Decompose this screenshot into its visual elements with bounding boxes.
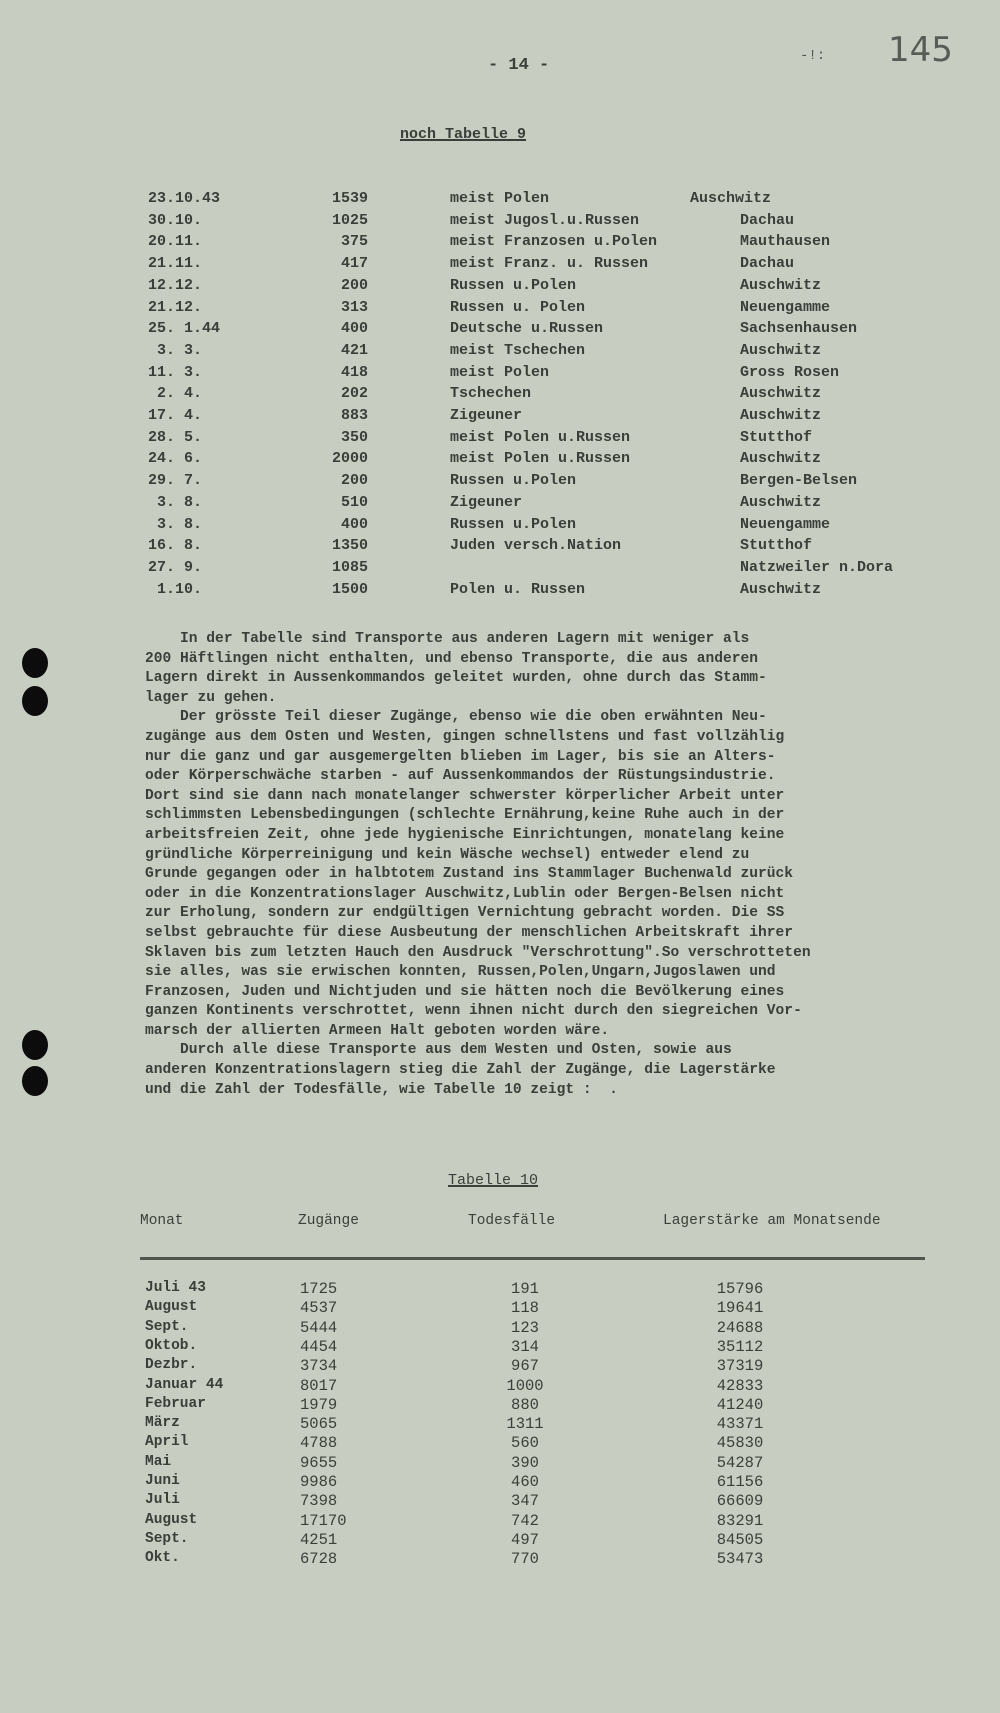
arrivals: 8017	[300, 1376, 338, 1395]
arrivals: 9655	[300, 1453, 338, 1472]
text-line: schlimmsten Lebensbedingungen (schlechte Ernährung,keine Ruhe auch in der	[145, 807, 785, 824]
table-row	[0, 1492, 1000, 1512]
transport-date: 23.10.43	[148, 190, 221, 207]
camp-strength: 24688	[716, 1318, 764, 1337]
text-line: zugänge aus dem Osten und Westen, gingen schnellstens und fast vollzählig	[145, 728, 785, 745]
month: Februar	[145, 1395, 206, 1412]
table-row	[0, 1473, 1000, 1493]
origin-camp: Auschwitz	[740, 385, 822, 403]
prisoner-count: 1350	[331, 537, 368, 555]
camp-strength: 19641	[716, 1299, 764, 1318]
text-line: nur die ganz und gar ausgemergelten blieben im Lager, bis sie an Alters-	[145, 748, 776, 765]
month: Sept.	[145, 1530, 189, 1547]
prisoner-count: 400	[340, 515, 368, 533]
arrivals: 6728	[300, 1550, 338, 1569]
transport-date: 30.10.	[148, 211, 203, 229]
table-row	[0, 1415, 1000, 1435]
body-text	[145, 630, 935, 1100]
prisoner-count: 350	[340, 428, 368, 446]
arrivals: 5065	[300, 1415, 338, 1434]
month: April	[145, 1434, 189, 1451]
nationality: Russen u.Polen	[450, 515, 577, 533]
camp-strength: 66609	[716, 1492, 764, 1511]
nationality: meist Polen u.Russen	[450, 450, 631, 468]
deaths: 560	[511, 1434, 539, 1453]
origin-camp: Neuengamme	[740, 515, 831, 533]
month: Juli	[145, 1492, 180, 1509]
text-line: Durch alle diese Transporte aus dem Westen und Osten, sowie aus	[145, 1042, 732, 1059]
page-number: - 14 -	[488, 56, 550, 75]
nationality: Zigeuner	[450, 493, 523, 511]
transport-date: 16. 8.	[148, 537, 203, 555]
transport-date: 21.12.	[148, 298, 203, 316]
archive-stamp-number: 145	[888, 30, 953, 70]
table-row	[0, 1434, 1000, 1454]
text-line: gründliche Körperreinigung und kein Wäsche wechsel) entweder elend zu	[145, 846, 750, 863]
table-row	[0, 494, 1000, 516]
month: Januar 44	[145, 1376, 224, 1393]
arrivals: 1725	[300, 1280, 338, 1298]
punch-hole	[22, 686, 48, 716]
transport-date: 11. 3.	[148, 363, 203, 381]
nationality: Russen u.Polen	[450, 276, 577, 294]
prisoner-count: 2000	[331, 450, 368, 468]
month: August	[145, 1511, 198, 1528]
nationality: meist Polen	[450, 190, 550, 207]
table-row	[0, 385, 1000, 407]
prisoner-count: 1085	[331, 558, 368, 576]
camp-strength: 84505	[716, 1530, 764, 1549]
table-row	[0, 212, 1000, 234]
prisoner-count: 1025	[331, 211, 368, 229]
text-line: In der Tabelle sind Transporte aus anderen Lagern mit weniger als	[145, 631, 750, 647]
transport-date: 3. 8.	[148, 515, 203, 533]
text-line: marsch der allierten Armeen Halt geboten worden wäre.	[145, 1022, 610, 1039]
table10-title: Tabelle 10	[448, 1172, 539, 1189]
table10-header-arrivals: Zugänge	[298, 1213, 359, 1229]
text-line: und die Zahl der Todesfälle, wie Tabelle 10 zeigt : .	[145, 1081, 618, 1098]
nationality: meist Franz. u. Russen	[450, 255, 649, 273]
arrivals: 17170	[300, 1511, 347, 1530]
arrivals: 4454	[300, 1337, 338, 1356]
deaths: 770	[511, 1550, 539, 1569]
table10-header-month: Monat	[140, 1213, 184, 1229]
table-row	[0, 472, 1000, 494]
transport-date: 2. 4.	[148, 385, 203, 403]
table-row	[0, 1338, 1000, 1358]
origin-camp: Auschwitz	[690, 190, 772, 207]
deaths: 347	[511, 1492, 539, 1511]
table-row	[0, 516, 1000, 538]
transport-date: 17. 4.	[148, 407, 203, 424]
origin-camp: Mauthausen	[740, 233, 831, 251]
text-line: Dort sind sie dann nach monatelanger schwerster körperlicher Arbeit unter	[145, 787, 785, 804]
table-row	[0, 255, 1000, 277]
month: Sept.	[145, 1318, 189, 1335]
arrivals: 4788	[300, 1434, 338, 1453]
nationality: meist Polen u.Russen	[450, 428, 631, 446]
deaths: 967	[511, 1357, 539, 1376]
deaths: 191	[511, 1280, 539, 1298]
deaths: 880	[511, 1395, 539, 1414]
prisoner-count: 883	[340, 407, 368, 424]
origin-camp: Gross Rosen	[740, 363, 840, 381]
prisoner-count: 418	[340, 363, 368, 381]
table10-header-deaths: Todesfälle	[468, 1213, 556, 1229]
nationality: meist Tschechen	[450, 341, 586, 359]
origin-camp: Sachsenhausen	[740, 320, 858, 338]
origin-camp: Auschwitz	[740, 341, 822, 359]
nationality: Russen u.Polen	[450, 472, 577, 490]
table-row	[0, 299, 1000, 321]
origin-camp: Neuengamme	[740, 298, 831, 316]
origin-camp: Auschwitz	[740, 580, 822, 598]
deaths: 1000	[506, 1376, 544, 1395]
month: Oktob.	[145, 1337, 198, 1354]
table-row	[0, 1377, 1000, 1397]
nationality: Polen u. Russen	[450, 580, 586, 598]
punch-hole	[22, 648, 48, 678]
arrivals: 7398	[300, 1492, 338, 1511]
transport-date: 27. 9.	[148, 558, 203, 576]
nationality: meist Polen	[450, 363, 550, 381]
table-row	[0, 1454, 1000, 1474]
table-row	[0, 1319, 1000, 1339]
month: August	[145, 1299, 198, 1316]
table9-title: noch Tabelle 9	[400, 126, 527, 143]
camp-strength: 15796	[716, 1280, 764, 1298]
text-line: Grunde gegangen oder in halbtotem Zustand ins Stammlager Buchenwald zurück	[145, 866, 794, 883]
origin-camp: Stutthof	[740, 537, 813, 555]
arrivals: 4251	[300, 1530, 338, 1549]
prisoner-count: 313	[340, 298, 368, 316]
transport-date: 21.11.	[148, 255, 203, 273]
transport-date: 20.11.	[148, 233, 203, 251]
prisoner-count: 1539	[331, 190, 368, 207]
deaths: 390	[511, 1453, 539, 1472]
transport-date: 12.12.	[148, 276, 203, 294]
deaths: 742	[511, 1511, 539, 1530]
origin-camp: Auschwitz	[740, 493, 822, 511]
table-row	[0, 320, 1000, 342]
origin-camp: Auschwitz	[740, 276, 822, 294]
month: Okt.	[145, 1550, 180, 1567]
prisoner-count: 421	[340, 341, 368, 359]
table-row	[0, 1396, 1000, 1416]
deaths: 497	[511, 1530, 539, 1549]
table-row	[0, 190, 1000, 212]
text-line: selbst gebrauchte für diese Ausbeutung der menschlichen Arbeitskraft ihrer	[145, 924, 794, 941]
deaths: 123	[511, 1318, 539, 1337]
camp-strength: 83291	[716, 1511, 764, 1530]
month: Juni	[145, 1473, 180, 1489]
camp-strength: 45830	[716, 1434, 764, 1453]
origin-camp: Auschwitz	[740, 407, 822, 424]
table-row	[0, 1357, 1000, 1377]
table-row	[0, 407, 1000, 429]
text-line: anderen Konzentrationslagern stieg die Zahl der Zugänge, die Lagerstärke	[145, 1062, 776, 1079]
origin-camp: Stutthof	[740, 428, 813, 446]
transport-date: 3. 8.	[148, 493, 203, 511]
text-line: Lagern direkt in Aussenkommandos geleitet wurden, ohne durch das Stamm-	[145, 670, 767, 687]
nationality: Tschechen	[450, 385, 532, 403]
table-row	[0, 559, 1000, 581]
nationality: Russen u. Polen	[450, 298, 586, 316]
camp-strength: 41240	[716, 1395, 764, 1414]
transport-date: 24. 6.	[148, 450, 203, 468]
nationality: Deutsche u.Russen	[450, 320, 604, 338]
text-line: ganzen Kontinents verschrottet, wenn ihnen nicht durch den siegreichen Vor-	[145, 1003, 802, 1020]
text-line: arbeitsfreien Zeit, ohne jede hygienische Einrichtungen, monatelang keine	[145, 826, 785, 843]
nationality: meist Franzosen u.Polen	[450, 233, 658, 251]
arrivals: 9986	[300, 1473, 338, 1491]
origin-camp: Dachau	[740, 211, 795, 229]
text-line: zur Erholung, sondern zur endgültigen Vernichtung gebracht worden. Die SS	[145, 905, 785, 922]
table-row	[0, 233, 1000, 255]
prisoner-count: 510	[340, 493, 368, 511]
camp-strength: 54287	[716, 1453, 764, 1472]
table-row	[0, 450, 1000, 472]
table-row	[0, 1299, 1000, 1319]
transport-date: 1.10.	[148, 580, 203, 598]
prisoner-count: 200	[340, 276, 368, 294]
origin-camp: Auschwitz	[740, 450, 822, 468]
camp-strength: 42833	[716, 1376, 764, 1395]
prisoner-count: 400	[340, 320, 368, 338]
table-row	[0, 1550, 1000, 1570]
stamp-mark: -!:	[800, 48, 826, 64]
arrivals: 3734	[300, 1357, 338, 1376]
table10-header-strength: Lagerstärke am Monatsende	[663, 1213, 881, 1229]
origin-camp: Natzweiler n.Dora	[740, 558, 894, 576]
text-line: oder Körperschwäche starben - auf Aussenkommandos der Rüstungsindustrie.	[145, 768, 776, 785]
arrivals: 4537	[300, 1299, 338, 1318]
table10-header-rule	[140, 1257, 925, 1260]
text-line: 200 Häftlingen nicht enthalten, und ebenso Transporte, die aus anderen	[145, 650, 759, 667]
text-line: Der grösste Teil dieser Zugänge, ebenso wie die oben erwähnten Neu-	[145, 709, 767, 726]
table-row	[0, 1280, 1000, 1300]
transport-date: 25. 1.44	[148, 320, 221, 338]
nationality: meist Jugosl.u.Russen	[450, 211, 640, 229]
nationality: Zigeuner	[450, 407, 523, 424]
table-row	[0, 581, 1000, 603]
text-line: sie alles, was sie erwischen konnten, Russen,Polen,Ungarn,Jugoslawen und	[145, 964, 776, 981]
month: März	[145, 1415, 180, 1432]
punch-hole	[22, 1066, 48, 1096]
table-row	[0, 429, 1000, 451]
camp-strength: 37319	[716, 1357, 764, 1376]
punch-hole	[22, 1030, 48, 1060]
origin-camp: Dachau	[740, 255, 795, 273]
prisoner-count: 202	[340, 385, 368, 403]
origin-camp: Bergen-Belsen	[740, 472, 858, 490]
table-row	[0, 1531, 1000, 1551]
camp-strength: 61156	[716, 1473, 764, 1491]
table-row	[0, 277, 1000, 299]
text-line: lager zu gehen.	[145, 689, 277, 706]
transport-date: 3. 3.	[148, 341, 203, 359]
prisoner-count: 375	[340, 233, 368, 251]
month: Dezbr.	[145, 1357, 198, 1374]
transport-date: 28. 5.	[148, 428, 203, 446]
deaths: 460	[511, 1473, 539, 1491]
text-line: oder in die Konzentrationslager Auschwitz,Lublin oder Bergen-Belsen nicht	[145, 885, 785, 902]
month: Mai	[145, 1453, 172, 1470]
table-row	[0, 1512, 1000, 1532]
deaths: 314	[511, 1337, 539, 1356]
table-row	[0, 342, 1000, 364]
nationality: Juden versch.Nation	[450, 537, 622, 555]
prisoner-count: 200	[340, 472, 368, 490]
arrivals: 5444	[300, 1318, 338, 1337]
camp-strength: 43371	[716, 1415, 764, 1434]
text-line: Sklaven bis zum letzten Hauch den Ausdruck "Verschrottung".So verschrotteten	[145, 944, 811, 961]
table-row	[0, 537, 1000, 559]
text-line: Franzosen, Juden und Nichtjuden und sie hätten noch die Bevölkerung eines	[145, 983, 785, 1000]
arrivals: 1979	[300, 1395, 338, 1414]
transport-date: 29. 7.	[148, 472, 203, 490]
table-row	[0, 364, 1000, 386]
camp-strength: 53473	[716, 1550, 764, 1569]
prisoner-count: 417	[340, 255, 368, 273]
camp-strength: 35112	[716, 1337, 764, 1356]
prisoner-count: 1500	[331, 580, 368, 598]
month: Juli 43	[145, 1280, 206, 1296]
deaths: 1311	[506, 1415, 544, 1434]
deaths: 118	[511, 1299, 539, 1318]
